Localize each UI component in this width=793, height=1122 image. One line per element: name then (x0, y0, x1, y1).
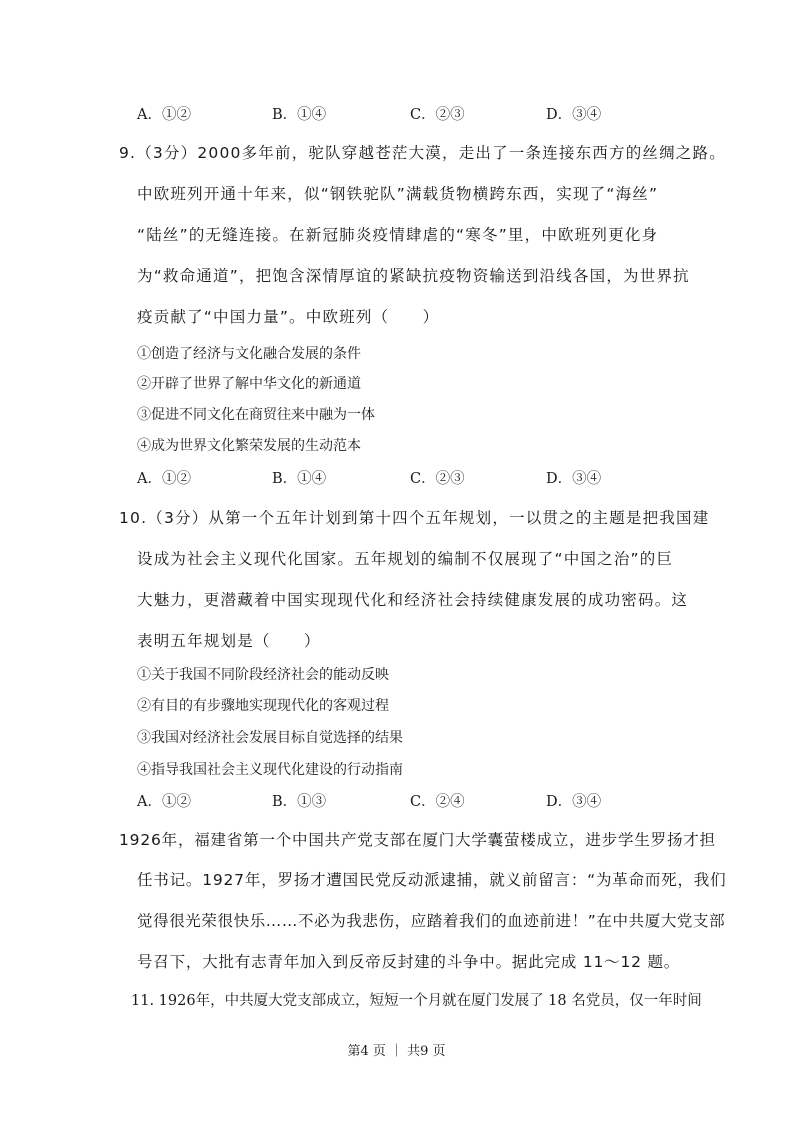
question-9-stem-line: 9.（3分）2000多年前，驼队穿越苍茫大漠，走出了一条连接东西方的丝绸之路。 (119, 144, 726, 162)
option-c: C．②④ (410, 794, 465, 810)
option-d: D．③④ (546, 107, 602, 123)
page-footer: 第4 页 ｜ 共9 页 (347, 1044, 446, 1059)
question-10-stem-line: 10.（3分）从第一个五年计划到第十四个五年规划，一以贯之的主题是把我国建 (119, 509, 710, 527)
option-b: B．①④ (272, 471, 327, 487)
statement-4: ④指导我国社会主义现代化建设的行动指南 (137, 762, 403, 778)
question-10-stem-line: 大魅力，更潜藏着中国实现现代化和经济社会持续健康发展的成功密码。这 (137, 591, 689, 609)
question-10-stem-line: 表明五年规划是（ ） (137, 632, 321, 650)
option-a: A．①② (137, 107, 191, 123)
option-c: C．②③ (410, 471, 465, 487)
statement-1: ①创造了经济与文化融合发展的条件 (137, 346, 361, 362)
question-9-stem-line: 疫贡献了“中国力量”。中欧班列（ ） (137, 308, 440, 326)
option-a: A．①② (137, 794, 191, 810)
material-line: 觉得很光荣很快乐……不必为我悲伤，应踏着我们的血迹前进！”在中共厦大党支部 (137, 912, 726, 930)
statement-2: ②开辟了世界了解中华文化的新通道 (137, 376, 361, 392)
material-line: 1926年，福建省第一个中国共产党支部在厦门大学囊萤楼成立，进步学生罗扬才担 (119, 831, 716, 849)
option-b: B．①③ (272, 794, 327, 810)
statement-3: ③我国对经济社会发展目标自觉选择的结果 (137, 730, 403, 746)
option-d: D．③④ (546, 471, 602, 487)
option-c: C．②③ (410, 107, 465, 123)
statement-4: ④成为世界文化繁荣发展的生动范本 (137, 438, 361, 454)
statement-3: ③促进不同文化在商贸往来中融为一体 (137, 407, 375, 423)
statement-2: ②有目的有步骤地实现现代化的客观过程 (137, 698, 389, 714)
statement-1: ①关于我国不同阶段经济社会的能动反映 (137, 667, 389, 683)
material-line: 任书记。1927年，罗扬才遭国民党反动派逮捕，就义前留言：“为革命而死，我们 (137, 871, 727, 889)
option-b: B．①④ (272, 107, 327, 123)
question-9-stem-line: “陆丝”的无缝连接。在新冠肺炎疫情肆虐的“寒冬”里，中欧班列更化身 (137, 226, 659, 244)
question-9-stem-line: 中欧班列开通十年来，似“钢铁驼队”满载货物横跨东西，实现了“海丝” (137, 185, 659, 203)
question-10-stem-line: 设成为社会主义现代化国家。五年规划的编制不仅展现了“中国之治”的巨 (137, 550, 674, 568)
question-9-stem-line: 为“救命通道”，把饱含深情厚谊的紧缺抗疫物资输送到沿线各国，为世界抗 (137, 267, 690, 285)
question-11-stem-line: 11. 1926年，中共厦大党支部成立，短短一个月就在厦门发展了 18 名党员，仅一年时间 (131, 993, 702, 1009)
option-a: A．①② (137, 471, 191, 487)
option-d: D．③④ (546, 794, 602, 810)
material-line: 号召下，大批有志青年加入到反帝反封建的斗争中。据此完成 11～12 题。 (137, 953, 681, 971)
